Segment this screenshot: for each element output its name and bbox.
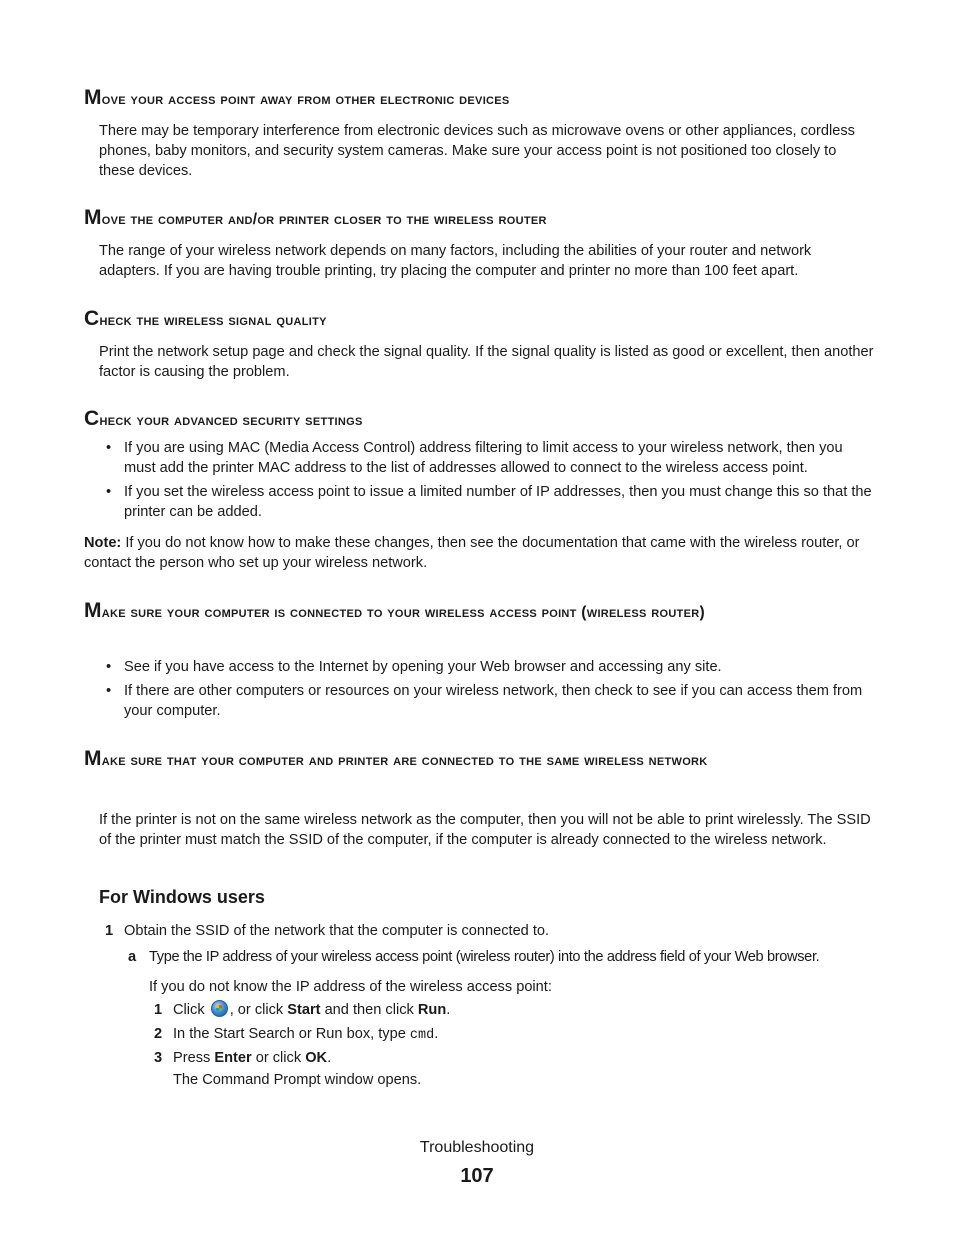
ok-label: OK — [305, 1050, 328, 1066]
footer-section-title: Troubleshooting — [419, 1139, 535, 1156]
heading-move-access-point: Move your access point away from other electronic devices — [84, 86, 510, 109]
page-number: 107 — [460, 1165, 494, 1187]
heading-security-settings: Check your advanced security settings — [84, 407, 363, 430]
list-item: • If you set the wireless access point to issue a limited number of IP addresses, then you must change this so that the printer can be added. — [99, 482, 874, 522]
cmd-command: cmd — [409, 1028, 435, 1043]
heading-connected-access-point: Make sure your computer is connected to your wireless access point (wireless router) — [84, 599, 705, 622]
security-bullet-list — [99, 438, 874, 526]
connectivity-bullet-list — [99, 657, 874, 725]
paragraph-same-network: If the printer is not on the same wireless network as the computer, then you will not be able to print wirelessly. The SSID of the printer must match the SSID of the computer, if the computer is already connected to the wireless network. — [99, 812, 871, 848]
heading-move-computer-printer: Move the computer and/or printer closer to the wireless router — [84, 206, 547, 229]
run-label: Run — [417, 1002, 447, 1018]
list-item: • See if you have access to the Internet by opening your Web browser and accessing any site. — [99, 657, 874, 677]
windows-start-orb-icon — [211, 1000, 228, 1017]
substep-3: 3 Press Enter or click OK. The Command Prompt window opens. — [154, 1050, 422, 1088]
paragraph-interference: There may be temporary interference from electronic devices such as microwave ovens or other appliances, cordless phones, baby monitors, and security system cameras. Make sure your access point is not positioned too closely to these devices. — [99, 123, 855, 179]
paragraph-signal-quality: Print the network setup page and check the signal quality. If the signal quality is listed as good or excellent, then another factor is causing the problem. — [99, 344, 874, 380]
step-a: a Type the IP address of your wireless access point (wireless router) into the address field of your Web browser. — [128, 949, 820, 965]
note-label: Note: — [84, 535, 122, 551]
substep-1: 1 Click , or click Start and then click Run. — [154, 1002, 451, 1018]
heading-same-network: Make sure that your computer and printer are connected to the same wireless network — [84, 747, 708, 770]
substep-2: 2 In the Start Search or Run box, type cmd. — [154, 1026, 439, 1043]
paragraph-range: The range of your wireless network depends on many factors, including the abilities of your router and network adapters. If you are having trouble printing, try placing the computer and printer no more than 100 feet apart. — [99, 243, 812, 279]
note-text: If you do not know how to make these changes, then see the documentation that came with the wireless router, or contact the person who set up your wireless network. — [84, 535, 860, 571]
step-1: 1 Obtain the SSID of the network that the computer is connected to. — [105, 923, 550, 939]
subheading-windows-users: For Windows users — [99, 887, 265, 907]
enter-label: Enter — [214, 1050, 252, 1066]
list-item: • If there are other computers or resources on your wireless network, then check to see if you can access them from your computer. — [99, 681, 874, 721]
note-paragraph — [84, 533, 874, 573]
command-prompt-result: The Command Prompt window opens. — [173, 1072, 422, 1088]
heading-signal-quality: Check the wireless signal quality — [84, 307, 327, 330]
start-label: Start — [287, 1002, 321, 1018]
list-item: • If you are using MAC (Media Access Control) address filtering to limit access to your wireless network, then you must add the printer MAC address to the list of addresses allowed to connect to the wireless access point. — [99, 438, 874, 478]
ip-unknown-text: If you do not know the IP address of the wireless access point: — [149, 979, 552, 995]
